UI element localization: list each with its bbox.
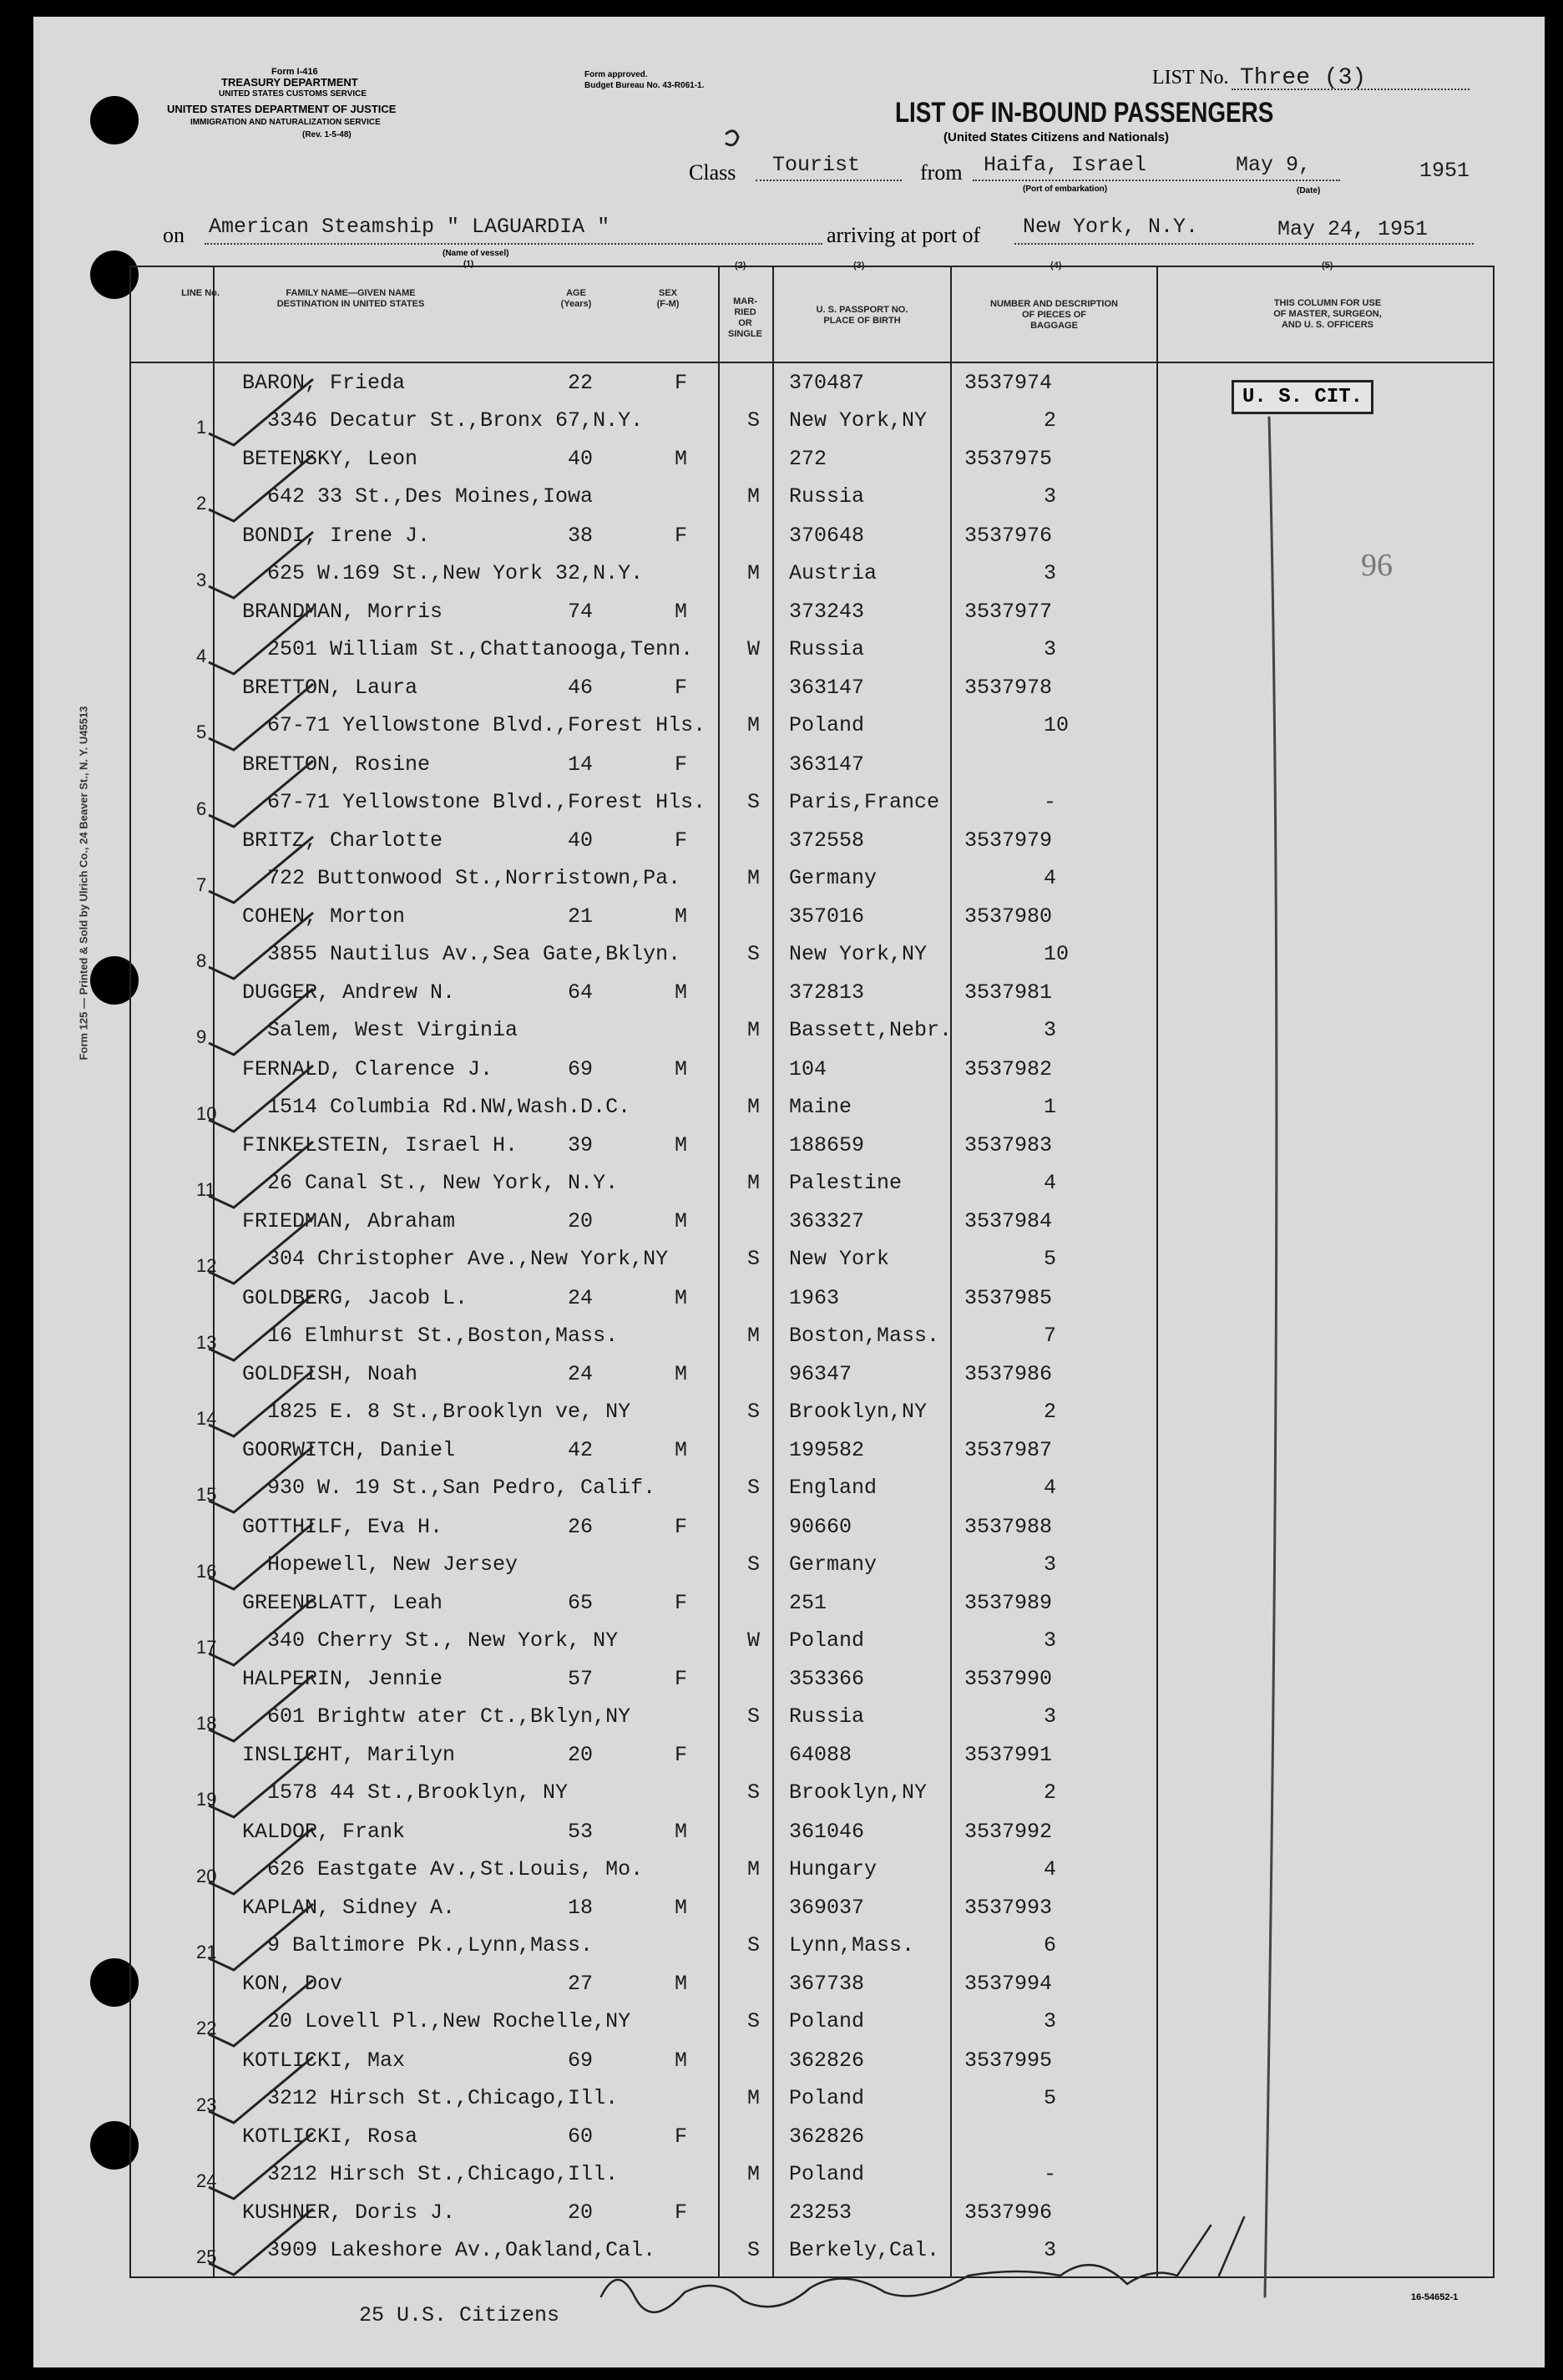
passenger-birthplace: Germany bbox=[789, 865, 878, 890]
passenger-sex: F bbox=[675, 1743, 688, 1768]
class-value: Tourist bbox=[772, 153, 861, 177]
passenger-birthplace: Palestine bbox=[789, 1171, 903, 1195]
passenger-destination: 3212 Hirsch St.,Chicago,Ill. bbox=[267, 2161, 619, 2186]
passenger-sex: M bbox=[675, 2048, 688, 2073]
passenger-birthplace: Brooklyn,NY bbox=[789, 1399, 928, 1424]
passenger-bags: 3 bbox=[1044, 1628, 1057, 1653]
passenger-bags: 10 bbox=[1044, 942, 1070, 967]
passenger-name: BRETTON, Laura bbox=[242, 676, 418, 701]
passenger-name: KOTLICKI, Max bbox=[242, 2048, 406, 2073]
passenger-tag: 3537996 bbox=[964, 2200, 1053, 2226]
passenger-age: 42 bbox=[568, 1438, 594, 1463]
col-line-no: LINE No. bbox=[181, 288, 220, 298]
col-sex: SEX (F-M) bbox=[656, 288, 680, 309]
passenger-sex: F bbox=[675, 523, 688, 548]
col-name: FAMILY NAME—GIVEN NAME DESTINATION IN UNITED STATES bbox=[276, 288, 425, 309]
passenger-name: FINKELSTEIN, Israel H. bbox=[242, 1133, 518, 1157]
embarkation-note: (Port of embarkation) bbox=[1023, 185, 1108, 194]
passenger-marital: W bbox=[747, 636, 761, 661]
arrival-port: New York, N.Y. bbox=[1023, 215, 1199, 239]
department-of-justice: UNITED STATES DEPARTMENT OF JUSTICE bbox=[167, 103, 397, 115]
passenger-marital: M bbox=[747, 560, 761, 585]
passenger-marital: M bbox=[747, 484, 761, 509]
passenger-bags: 3 bbox=[1044, 560, 1057, 585]
passenger-passport: 370648 bbox=[789, 523, 865, 548]
passenger-destination: 9 Baltimore Pk.,Lynn,Mass. bbox=[267, 1933, 594, 1957]
passenger-sex: M bbox=[675, 1056, 688, 1081]
passenger-passport: 361046 bbox=[789, 1819, 865, 1844]
passenger-passport: 353366 bbox=[789, 1667, 865, 1692]
line-number: 3 bbox=[196, 569, 207, 590]
passenger-passport: 367738 bbox=[789, 1972, 865, 1997]
passenger-destination: 2501 William St.,Chattanooga,Tenn. bbox=[267, 636, 694, 661]
passenger-tag: 3537975 bbox=[964, 447, 1053, 472]
passenger-name: INSLICHT, Marilyn bbox=[242, 1743, 456, 1768]
passenger-sex: F bbox=[675, 1590, 688, 1615]
passenger-sex: M bbox=[675, 1133, 688, 1157]
passenger-passport: 363147 bbox=[789, 676, 865, 701]
passenger-bags: 2 bbox=[1044, 1399, 1057, 1424]
margin-printer-text: Form 125 — Printed & Sold by Ulrich Co., 24 Beaver St., N. Y. U45513 bbox=[77, 706, 90, 1061]
passenger-passport: 251 bbox=[789, 1590, 827, 1615]
passenger-birthplace: Lynn,Mass. bbox=[789, 1933, 915, 1957]
passenger-age: 20 bbox=[568, 2200, 594, 2226]
passenger-passport: 372813 bbox=[789, 980, 865, 1005]
passenger-destination: 3212 Hirsch St.,Chicago,Ill. bbox=[267, 2085, 619, 2110]
passenger-age: 57 bbox=[568, 1667, 594, 1692]
passenger-name: GOLDFISH, Noah bbox=[242, 1361, 418, 1386]
passenger-age: 69 bbox=[568, 1056, 594, 1081]
passenger-birthplace: Austria bbox=[789, 560, 878, 585]
passenger-birthplace: Poland bbox=[789, 2085, 865, 2110]
passenger-sex: F bbox=[675, 828, 688, 853]
passenger-marital: M bbox=[747, 1323, 761, 1348]
line-number: 15 bbox=[196, 1484, 217, 1506]
passenger-marital: M bbox=[747, 1094, 761, 1119]
pencil-class-mark bbox=[726, 131, 738, 145]
passenger-marital: M bbox=[747, 713, 761, 738]
passenger-bags: 3 bbox=[1044, 1018, 1057, 1043]
passenger-passport: 96347 bbox=[789, 1361, 852, 1386]
line-number: 8 bbox=[196, 950, 207, 972]
passenger-marital: S bbox=[747, 2009, 761, 2034]
passenger-age: 20 bbox=[568, 1743, 594, 1768]
arriving-label: arriving at port of bbox=[827, 223, 981, 247]
passenger-destination: Hopewell, New Jersey bbox=[267, 1552, 518, 1577]
form-code: 16-54652-1 bbox=[1411, 2292, 1459, 2302]
passenger-passport: 188659 bbox=[789, 1133, 865, 1157]
us-citizen-stamp: U. S. CIT. bbox=[1232, 380, 1373, 414]
line-number: 11 bbox=[196, 1179, 215, 1200]
passenger-bags: 4 bbox=[1044, 1171, 1057, 1195]
passenger-passport: 64088 bbox=[789, 1743, 852, 1768]
from-label: from bbox=[920, 160, 963, 185]
passenger-marital: M bbox=[747, 865, 761, 890]
passenger-tag: 3537993 bbox=[964, 1896, 1053, 1920]
passenger-sex: M bbox=[675, 1819, 688, 1844]
passenger-age: 46 bbox=[568, 676, 594, 701]
passenger-passport: 357016 bbox=[789, 904, 865, 929]
line-number: 21 bbox=[196, 1942, 217, 1962]
passenger-sex: M bbox=[675, 599, 688, 624]
passenger-sex: M bbox=[675, 447, 688, 472]
passenger-tag: 3537983 bbox=[964, 1133, 1053, 1157]
passenger-marital: S bbox=[747, 1780, 761, 1805]
passenger-tag: 3537976 bbox=[964, 523, 1053, 548]
passenger-birthplace: Paris,France bbox=[789, 789, 940, 814]
passenger-destination: 67-71 Yellowstone Blvd.,Forest Hls. bbox=[267, 713, 706, 738]
passenger-passport: 23253 bbox=[789, 2200, 852, 2226]
passenger-tag: 3537979 bbox=[964, 828, 1053, 853]
line-number: 23 bbox=[196, 2094, 217, 2115]
passenger-marital: S bbox=[747, 1933, 761, 1957]
passenger-age: 26 bbox=[568, 1514, 594, 1539]
passenger-name: BARON, Frieda bbox=[242, 371, 406, 395]
passenger-name: FRIEDMAN, Abraham bbox=[242, 1209, 456, 1234]
arrival-date: May 24, 1951 bbox=[1277, 217, 1429, 241]
passenger-birthplace: Brooklyn,NY bbox=[789, 1780, 928, 1805]
passenger-bags: 4 bbox=[1044, 1856, 1057, 1881]
passenger-bags: 4 bbox=[1044, 1476, 1057, 1501]
passenger-bags: 5 bbox=[1044, 2085, 1057, 2110]
passenger-sex: M bbox=[675, 1438, 688, 1463]
passenger-tag: 3537978 bbox=[964, 676, 1053, 701]
vessel-note: (Name of vessel) bbox=[443, 249, 509, 258]
passenger-marital: S bbox=[747, 1399, 761, 1424]
passenger-tag: 3537991 bbox=[964, 1743, 1053, 1768]
passenger-sex: F bbox=[675, 1667, 688, 1692]
passenger-sex: M bbox=[675, 980, 688, 1005]
form-approved: Form approved. bbox=[584, 70, 648, 79]
passenger-name: BONDI, Irene J. bbox=[242, 523, 431, 548]
passenger-passport: 372558 bbox=[789, 828, 865, 853]
passenger-sex: M bbox=[675, 1972, 688, 1997]
departure-year: 1951 bbox=[1419, 159, 1470, 183]
passenger-destination: 1578 44 St.,Brooklyn, NY bbox=[267, 1780, 569, 1805]
passenger-marital: M bbox=[747, 1856, 761, 1881]
passenger-tag: 3537989 bbox=[964, 1590, 1053, 1615]
passenger-age: 20 bbox=[568, 1209, 594, 1234]
passenger-tag: 3537990 bbox=[964, 1667, 1053, 1692]
passenger-name: BRETTON, Rosine bbox=[242, 752, 431, 777]
passenger-marital: W bbox=[747, 1628, 761, 1653]
passenger-passport: 373243 bbox=[789, 599, 865, 624]
passenger-sex: F bbox=[675, 371, 688, 395]
passenger-sex: M bbox=[675, 904, 688, 929]
passenger-birthplace: New York bbox=[789, 1247, 890, 1272]
passenger-name: HALPERIN, Jennie bbox=[242, 1667, 443, 1692]
passenger-name: BRITZ, Charlotte bbox=[242, 828, 443, 853]
col-officers: THIS COLUMN FOR USE OF MASTER, SURGEON, AND U. S. OFFICERS bbox=[1273, 298, 1382, 330]
passenger-bags: 2 bbox=[1044, 1780, 1057, 1805]
passenger-marital: M bbox=[747, 2161, 761, 2186]
passenger-sex: F bbox=[675, 2200, 688, 2226]
passenger-sex: F bbox=[675, 2124, 688, 2149]
customs-service: UNITED STATES CUSTOMS SERVICE bbox=[219, 89, 367, 99]
passenger-passport: 1963 bbox=[789, 1285, 840, 1310]
passenger-sex: F bbox=[675, 1514, 688, 1539]
passenger-passport: 362826 bbox=[789, 2124, 865, 2149]
passenger-age: 18 bbox=[568, 1896, 594, 1920]
col-married: MAR- RIED OR SINGLE bbox=[728, 296, 762, 339]
passenger-bags: - bbox=[1044, 789, 1057, 814]
departure-date: May 9, bbox=[1236, 153, 1312, 177]
passenger-name: KOTLICKI, Rosa bbox=[242, 2124, 418, 2149]
passenger-age: 24 bbox=[568, 1361, 594, 1386]
passenger-destination: 20 Lovell Pl.,New Rochelle,NY bbox=[267, 2009, 631, 2034]
passenger-passport: 369037 bbox=[789, 1896, 865, 1920]
passenger-passport: 363147 bbox=[789, 752, 865, 777]
passenger-age: 21 bbox=[568, 904, 594, 929]
passenger-birthplace: New York,NY bbox=[789, 408, 928, 433]
pencil-number: 96 bbox=[1361, 548, 1393, 583]
passenger-tag: 3537980 bbox=[964, 904, 1053, 929]
line-number: 14 bbox=[196, 1407, 217, 1429]
passenger-destination: 3855 Nautilus Av.,Sea Gate,Bklyn. bbox=[267, 942, 681, 967]
passenger-birthplace: Poland bbox=[789, 2161, 865, 2186]
passenger-age: 38 bbox=[568, 523, 594, 548]
passenger-name: DUGGER, Andrew N. bbox=[242, 980, 456, 1005]
line-number: 7 bbox=[196, 874, 207, 895]
passenger-sex: F bbox=[675, 676, 688, 701]
col-num-5: (5) bbox=[1322, 261, 1333, 271]
passenger-passport: 104 bbox=[789, 1056, 827, 1081]
passenger-age: 60 bbox=[568, 2124, 594, 2149]
passenger-tag: 3537974 bbox=[964, 371, 1053, 395]
passenger-destination: 722 Buttonwood St.,Norristown,Pa. bbox=[267, 865, 681, 890]
passenger-bags: 1 bbox=[1044, 1094, 1057, 1119]
passenger-sex: M bbox=[675, 1209, 688, 1234]
from-value: Haifa, Israel bbox=[984, 153, 1147, 177]
passenger-tag: 3537992 bbox=[964, 1819, 1053, 1844]
passenger-tag: 3537988 bbox=[964, 1514, 1053, 1539]
line-number: 18 bbox=[196, 1713, 217, 1734]
passenger-birthplace: Boston,Mass. bbox=[789, 1323, 940, 1348]
list-no-label: LIST No. bbox=[1152, 67, 1229, 89]
passenger-age: 39 bbox=[568, 1133, 594, 1157]
col-num-3: (3) bbox=[853, 261, 865, 271]
passenger-bags: - bbox=[1044, 2161, 1057, 2186]
line-number: 13 bbox=[196, 1331, 217, 1353]
passenger-name: COHEN, Morton bbox=[242, 904, 406, 929]
budget-bureau: Budget Bureau No. 43-R061-1. bbox=[584, 81, 705, 90]
col-num-4: (4) bbox=[1050, 261, 1062, 271]
passenger-destination: 1825 E. 8 St.,Brooklyn ve, NY bbox=[267, 1399, 631, 1424]
passenger-destination: 642 33 St.,Des Moines,Iowa bbox=[267, 484, 594, 509]
passenger-destination: 626 Eastgate Av.,St.Louis, Mo. bbox=[267, 1856, 644, 1881]
passenger-age: 40 bbox=[568, 447, 594, 472]
passenger-name: KALDOR, Frank bbox=[242, 1819, 406, 1844]
passenger-tag: 3537995 bbox=[964, 2048, 1053, 2073]
passenger-name: GOORWITCH, Daniel bbox=[242, 1438, 456, 1463]
passenger-bags: 3 bbox=[1044, 1552, 1057, 1577]
passenger-name: FERNALD, Clarence J. bbox=[242, 1056, 493, 1081]
passenger-bags: 7 bbox=[1044, 1323, 1057, 1348]
passenger-name: KAPLAN, Sidney A. bbox=[242, 1896, 456, 1920]
passenger-tag: 3537987 bbox=[964, 1438, 1053, 1463]
passenger-marital: S bbox=[747, 1247, 761, 1272]
passenger-birthplace: Hungary bbox=[789, 1856, 878, 1881]
passenger-age: 22 bbox=[568, 371, 594, 395]
immigration-service: IMMIGRATION AND NATURALIZATION SERVICE bbox=[190, 118, 381, 127]
passenger-birthplace: Germany bbox=[789, 1552, 878, 1577]
passenger-passport: 362826 bbox=[789, 2048, 865, 2073]
passenger-age: 53 bbox=[568, 1819, 594, 1844]
col-age: AGE (Years) bbox=[560, 288, 592, 309]
vessel-num: (1) bbox=[463, 260, 474, 269]
line-number: 9 bbox=[196, 1026, 207, 1048]
passenger-marital: S bbox=[747, 408, 761, 433]
passenger-birthplace: Bassett,Nebr. bbox=[789, 1018, 953, 1043]
passenger-age: 64 bbox=[568, 980, 594, 1005]
passenger-age: 14 bbox=[568, 752, 594, 777]
treasury-department: TREASURY DEPARTMENT bbox=[221, 76, 358, 89]
passenger-birthplace: Berkely,Cal. bbox=[789, 2238, 940, 2263]
passenger-name: BRANDMAN, Morris bbox=[242, 599, 443, 624]
passenger-destination: 304 Christopher Ave.,New York,NY bbox=[267, 1247, 669, 1272]
passenger-passport: 370487 bbox=[789, 371, 865, 395]
passenger-tag: 3537982 bbox=[964, 1056, 1053, 1081]
passenger-birthplace: New York,NY bbox=[789, 942, 928, 967]
passenger-bags: 5 bbox=[1044, 1247, 1057, 1272]
passenger-passport: 90660 bbox=[789, 1514, 852, 1539]
passenger-marital: M bbox=[747, 2085, 761, 2110]
passenger-destination: 601 Brightw ater Ct.,Bklyn,NY bbox=[267, 1704, 631, 1729]
passenger-marital: S bbox=[747, 789, 761, 814]
passenger-marital: M bbox=[747, 1171, 761, 1195]
passenger-birthplace: Poland bbox=[789, 1628, 865, 1653]
passenger-destination: 67-71 Yellowstone Blvd.,Forest Hls. bbox=[267, 789, 706, 814]
passenger-marital: S bbox=[747, 942, 761, 967]
passenger-destination: 3909 Lakeshore Av.,Oakland,Cal. bbox=[267, 2238, 656, 2263]
passenger-birthplace: Russia bbox=[789, 636, 865, 661]
passenger-destination: 340 Cherry St., New York, NY bbox=[267, 1628, 619, 1653]
passenger-destination: 930 W. 19 St.,San Pedro, Calif. bbox=[267, 1476, 656, 1501]
passenger-passport: 272 bbox=[789, 447, 827, 472]
passenger-marital: S bbox=[747, 1552, 761, 1577]
passenger-age: 65 bbox=[568, 1590, 594, 1615]
passenger-age: 27 bbox=[568, 1972, 594, 1997]
passenger-birthplace: England bbox=[789, 1476, 878, 1501]
page-subtitle: (United States Citizens and Nationals) bbox=[943, 130, 1170, 144]
passenger-bags: 3 bbox=[1044, 484, 1057, 509]
passenger-bags: 2 bbox=[1044, 408, 1057, 433]
passenger-destination: 625 W.169 St.,New York 32,N.Y. bbox=[267, 560, 644, 585]
line-number: 22 bbox=[196, 2018, 217, 2039]
passenger-destination: 3346 Decatur St.,Bronx 67,N.Y. bbox=[267, 408, 644, 433]
col-passport: U. S. PASSPORT NO. PLACE OF BIRTH bbox=[816, 305, 908, 326]
passenger-bags: 6 bbox=[1044, 1933, 1057, 1957]
line-number: 10 bbox=[196, 1102, 217, 1124]
line-number: 5 bbox=[196, 722, 207, 743]
form-number: Form I-416 bbox=[271, 67, 318, 77]
passenger-name: KON, Dov bbox=[242, 1972, 343, 1997]
passenger-birthplace: Russia bbox=[789, 1704, 865, 1729]
passenger-marital: S bbox=[747, 1704, 761, 1729]
passenger-bags: 4 bbox=[1044, 865, 1057, 890]
passenger-name: BETENSKY, Leon bbox=[242, 447, 418, 472]
passenger-tag: 3537986 bbox=[964, 1361, 1053, 1386]
passenger-birthplace: Maine bbox=[789, 1094, 852, 1119]
passenger-bags: 3 bbox=[1044, 2009, 1057, 2034]
passenger-destination: 16 Elmhurst St.,Boston,Mass. bbox=[267, 1323, 619, 1348]
passenger-destination: 1514 Columbia Rd.NW,Wash.D.C. bbox=[267, 1094, 631, 1119]
passenger-destination: 26 Canal St., New York, N.Y. bbox=[267, 1171, 619, 1195]
passenger-tag: 3537981 bbox=[964, 980, 1053, 1005]
passenger-bags: 3 bbox=[1044, 2238, 1057, 2263]
line-number: 2 bbox=[196, 493, 207, 514]
officer-bracket-line bbox=[1265, 418, 1277, 2296]
vessel-name: American Steamship " LAGUARDIA " bbox=[209, 215, 610, 239]
total-citizens: 25 U.S. Citizens bbox=[359, 2303, 560, 2327]
line-number: 17 bbox=[196, 1636, 217, 1658]
passenger-tag: 3537985 bbox=[964, 1285, 1053, 1310]
passenger-destination: Salem, West Virginia bbox=[267, 1018, 518, 1043]
line-number: 4 bbox=[196, 645, 207, 666]
passenger-bags: 3 bbox=[1044, 636, 1057, 661]
line-number: 19 bbox=[196, 1789, 217, 1810]
line-number: 20 bbox=[196, 1865, 217, 1886]
passenger-marital: M bbox=[747, 1018, 761, 1043]
line-number: 12 bbox=[196, 1255, 217, 1277]
list-no-value: Three (3) bbox=[1240, 65, 1367, 91]
passenger-age: 24 bbox=[568, 1285, 594, 1310]
passenger-sex: F bbox=[675, 752, 688, 777]
passenger-bags: 10 bbox=[1044, 713, 1070, 738]
passenger-sex: M bbox=[675, 1285, 688, 1310]
passenger-marital: S bbox=[747, 1476, 761, 1501]
passenger-name: GOTTHILF, Eva H. bbox=[242, 1514, 443, 1539]
col-num-2: (2) bbox=[735, 261, 746, 271]
page-title: LIST OF IN-BOUND PASSENGERS bbox=[895, 97, 1274, 129]
passenger-age: 69 bbox=[568, 2048, 594, 2073]
passenger-tag: 3537984 bbox=[964, 1209, 1053, 1234]
on-label: on bbox=[163, 223, 185, 247]
passenger-sex: M bbox=[675, 1896, 688, 1920]
signature-scrawl bbox=[601, 2217, 1244, 2312]
passenger-sex: M bbox=[675, 1361, 688, 1386]
passenger-passport: 363327 bbox=[789, 1209, 865, 1234]
line-number: 1 bbox=[196, 417, 207, 438]
passenger-birthplace: Poland bbox=[789, 713, 865, 738]
passenger-age: 40 bbox=[568, 828, 594, 853]
passenger-birthplace: Russia bbox=[789, 484, 865, 509]
revision-date: (Rev. 1-5-48) bbox=[302, 130, 352, 139]
passenger-bags: 3 bbox=[1044, 1704, 1057, 1729]
line-number: 6 bbox=[196, 798, 207, 819]
passenger-name: KUSHNER, Doris J. bbox=[242, 2200, 456, 2226]
passenger-marital: S bbox=[747, 2238, 761, 2263]
passenger-name: GREENBLATT, Leah bbox=[242, 1590, 443, 1615]
class-label: Class bbox=[689, 160, 736, 185]
line-number: 25 bbox=[196, 2246, 217, 2268]
passenger-age: 74 bbox=[568, 599, 594, 624]
line-number: 24 bbox=[196, 2170, 217, 2191]
date-note: (Date) bbox=[1297, 186, 1321, 195]
col-baggage: NUMBER AND DESCRIPTION OF PIECES OF BAGGAGE bbox=[990, 299, 1118, 331]
passenger-passport: 199582 bbox=[789, 1438, 865, 1463]
passenger-tag: 3537994 bbox=[964, 1972, 1053, 1997]
passenger-birthplace: Poland bbox=[789, 2009, 865, 2034]
passenger-tag: 3537977 bbox=[964, 599, 1053, 624]
line-number: 16 bbox=[196, 1560, 217, 1582]
passenger-name: GOLDBERG, Jacob L. bbox=[242, 1285, 468, 1310]
